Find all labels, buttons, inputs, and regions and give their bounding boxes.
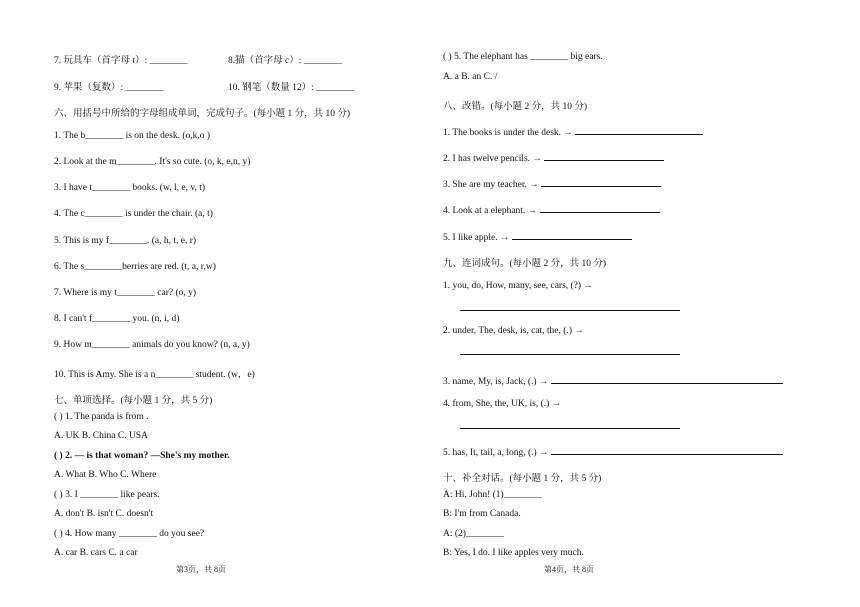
choice-question: ( ) 5. The elephant has ________ big ears. (443, 52, 603, 62)
section-6-item: 9. How m________ animals do you know? (n, a, y) (54, 340, 250, 350)
choice-options: A. a B. an C. / (443, 72, 498, 82)
page-footer-right: 第4页，共 8页 (544, 565, 594, 574)
choice-question: ( ) 2. — is that woman? —She's my mother. (54, 451, 230, 461)
section-6-item: 4. The c________ is under the chair. (a, t) (54, 209, 213, 219)
answer-line[interactable] (460, 300, 680, 314)
section-6-item: 3. I have t________ books. (w, l, e, v, t) (54, 183, 206, 193)
section-8-item: 5. I like apple. → (443, 229, 632, 243)
choice-question: ( ) 1. The panda is from . (54, 412, 149, 422)
choice-options: A. car B. cars C. a car (54, 548, 138, 558)
section-7-title: 七、单项选择。(每小题 1 分，共 5 分) (54, 396, 213, 406)
answer-line[interactable] (544, 150, 664, 161)
choice-options: A. don't B. isn't C. doesn't (54, 509, 154, 519)
section-9-item: 2. under, The, desk, is, cat, the, (.) → (443, 326, 584, 336)
page-footer-left: 第3页，共 8页 (176, 565, 226, 574)
question-9: 9. 苹果（复数）: ________ (54, 83, 164, 93)
dialogue-line: A: (2)________ (443, 529, 504, 539)
choice-question: ( ) 3. I ________ like pears. (54, 490, 160, 500)
section-9-title: 九、连词成句。(每小题 2 分，共 10 分) (443, 259, 607, 269)
section-9-item: 3. name, My, is, Jack, (.) → (443, 373, 783, 387)
section-6-title: 六、用括号中所给的字母组成单词，完成句子。(每小题 1 分，共 10 分) (54, 109, 351, 119)
answer-line[interactable] (541, 176, 661, 187)
section-6-item: 1. The b________ is on the desk. (o,k,o ) (54, 131, 211, 141)
answer-line[interactable] (540, 202, 660, 213)
answer-line[interactable] (575, 124, 703, 135)
section-6-item: 10. This is Amy. She is a n________ student. (w，e) (54, 370, 255, 380)
choice-options: A. UK B. China C. USA (54, 431, 148, 441)
section-9-item: 4. from, She, the, UK, is, (.) → (443, 399, 562, 409)
section-6-item: 2. Look at the m________. It's so cute. (o, k, e,n, y) (54, 157, 251, 167)
answer-line[interactable] (460, 418, 680, 432)
dialogue-line: B: I'm from Canada. (443, 509, 521, 519)
answer-line[interactable] (551, 373, 783, 384)
dialogue-line: B: Yes, I do. I like apples very much. (443, 548, 584, 558)
choice-options: A. What B. Who C. Where (54, 470, 157, 480)
section-8-item: 4. Look at a elephant. → (443, 202, 660, 216)
answer-line[interactable] (551, 444, 783, 455)
section-9-item: 1. you, do, How, many, see, cars, (?) → (443, 281, 593, 291)
section-8-item: 1. The books is under the desk. → (443, 124, 703, 138)
section-8-title: 八、改错。(每小题 2 分，共 10 分) (443, 102, 588, 112)
answer-line[interactable] (460, 344, 680, 358)
section-6-item: 7. Where is my t________ car? (o, y) (54, 288, 197, 298)
question-8: 8.猫（首字母 c）: ________ (228, 56, 342, 66)
section-6-item: 8. I can't f________ you. (n, i, d) (54, 314, 180, 324)
section-6-item: 6. The s________berries are red. (t, a, r,w) (54, 262, 216, 272)
answer-line[interactable] (512, 229, 632, 240)
section-9-item: 5. has, It, tail, a, long, (.) → (443, 444, 783, 458)
choice-question: ( ) 4. How many ________ do you see? (54, 529, 205, 539)
section-6-item: 5. This is my f________. (a, h, t, e, r) (54, 236, 197, 246)
dialogue-line: A: Hi, John! (1)________ (443, 490, 542, 500)
question-7: 7. 玩具车（首字母 t）: ________ (54, 56, 188, 66)
section-8-item: 3. She are my teacher. → (443, 176, 661, 190)
question-10: 10. 钢笔（数量 12）: ________ (228, 83, 355, 93)
section-10-title: 十、补全对话。(每小题 1 分，共 5 分) (443, 474, 602, 484)
section-8-item: 2. I has twelve pencils. → (443, 150, 664, 164)
